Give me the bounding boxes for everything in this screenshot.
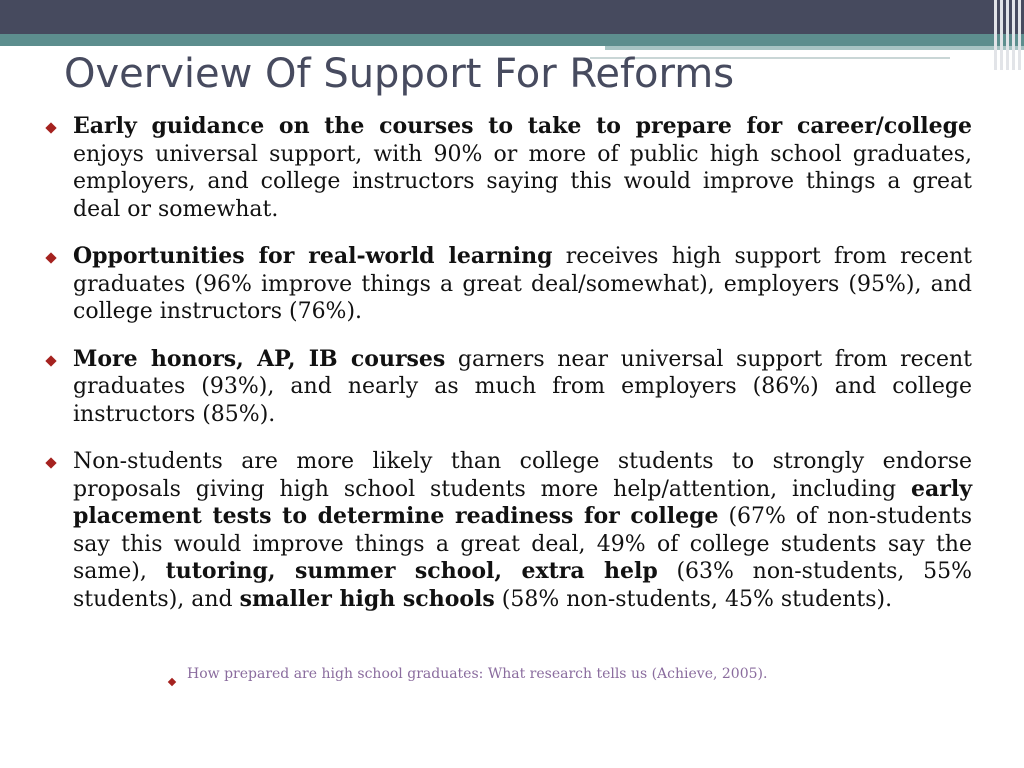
diamond-bullet-icon [168, 678, 177, 687]
bullet-text: (63% non-students, 55% students), and [73, 559, 973, 612]
source-citation [168, 664, 767, 684]
bullet-emphasis: smaller high schools [239, 585, 495, 612]
diamond-bullet-icon [46, 356, 56, 366]
slide-title: Overview Of Support For Reforms [64, 51, 735, 97]
bullet-emphasis: early placement tests to determine readiness for college [73, 475, 972, 529]
bullet-real-world-learning [46, 243, 972, 326]
bullet-early-guidance [46, 113, 972, 223]
diamond-bullet-icon [46, 253, 56, 263]
bullet-text: (58% non-students, 45% students). [494, 586, 893, 612]
header-band-teal [0, 34, 1024, 46]
header-band-dark [0, 0, 1024, 34]
bullet-lead: Early guidance on the courses to take to prepare for career/college [73, 113, 972, 139]
diamond-bullet-icon [46, 123, 56, 133]
bullet-text: receives high support from recent graduates (96% improve things a great deal/somewhat), employers (95%), and college instructors (76%). [73, 244, 972, 324]
bullet-list [46, 113, 972, 633]
bullet-emphasis: tutoring, summer school, extra help [165, 558, 658, 584]
corner-stripes-decoration [992, 0, 1024, 70]
bullet-lead: Opportunities for real-world learning [73, 243, 553, 269]
bullet-text: (67% of non-students say this would improve things a great deal, 49% of college students say the same), [73, 504, 972, 584]
bullet-non-students [46, 448, 972, 613]
bullet-lead: More honors, AP, IB courses [73, 345, 446, 372]
bullet-text: garners near universal support from recent graduates (93%), and nearly as much from employers (86%) and college instructors (85%). [73, 346, 972, 427]
bullet-text: Non-students are more likely than college students to strongly endorse proposals giving high school students more help/attention, including [73, 449, 972, 502]
citation-text: How prepared are high school graduates: What research tells us (Achieve, 2005). [187, 666, 768, 682]
bullet-text: enjoys universal support, with 90% or more of public high school graduates, employers, and college instructors saying this would improve things a great deal or somewhat. [73, 141, 972, 222]
diamond-bullet-icon [46, 458, 56, 468]
bullet-honors-ap-ib [46, 346, 972, 429]
